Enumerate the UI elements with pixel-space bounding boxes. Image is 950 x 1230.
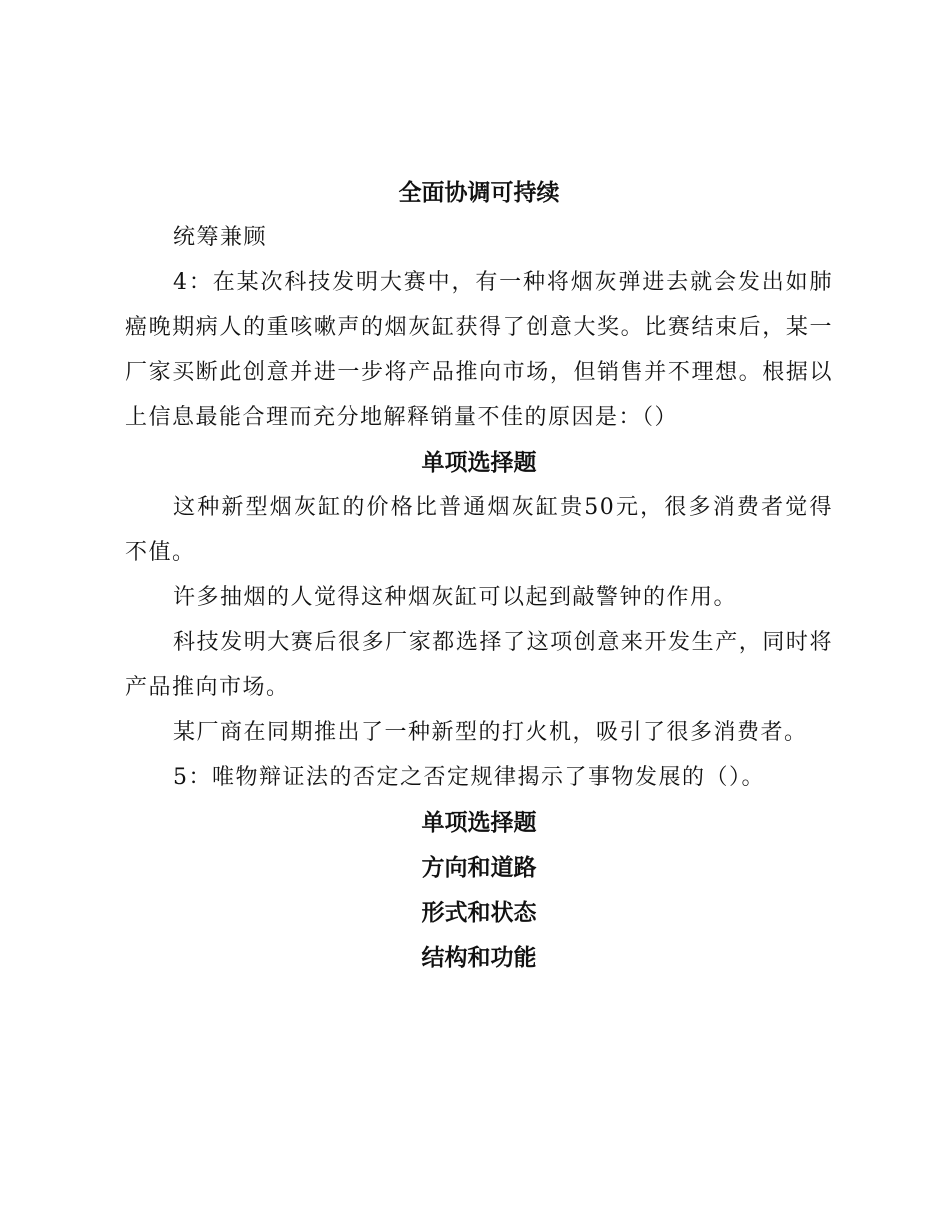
- question-5-option: 形式和状态: [421, 899, 537, 926]
- question-4-type: 单项选择题: [421, 449, 537, 476]
- question-5-option: 方向和道路: [421, 854, 537, 881]
- question-5-option: 结构和功能: [421, 944, 537, 971]
- document-content: [125, 170, 833, 980]
- subtitle-line: 统筹兼顾: [173, 225, 268, 250]
- question-4-option: 这种新型烟灰缸的价格比普通烟灰缸贵50元，很多消费者觉得不值。: [125, 495, 833, 565]
- question-4-text: 4：在某次科技发明大赛中，有一种将烟灰弹进去就会发出如肺癌晚期病人的重咳嗽声的烟灰缸获得了创意大奖。比赛结束后，某一厂家买断此创意并进一步将产品推向市场，但销售并不理想。根据以上信息最能合理而充分地解释销量不佳的原因是：（）: [125, 270, 833, 430]
- question-4-option: 许多抽烟的人觉得这种烟灰缸可以起到敲警钟的作用。: [173, 585, 738, 610]
- question-5-text: 5：唯物辩证法的否定之否定规律揭示了事物发展的（）。: [173, 765, 765, 790]
- question-4-option: 科技发明大赛后很多厂家都选择了这项创意来开发生产，同时将产品推向市场。: [125, 630, 833, 700]
- question-4-option: 某厂商在同期推出了一种新型的打火机，吸引了很多消费者。: [173, 720, 808, 745]
- document-title: 全面协调可持续: [398, 179, 560, 206]
- question-5-type: 单项选择题: [421, 809, 537, 836]
